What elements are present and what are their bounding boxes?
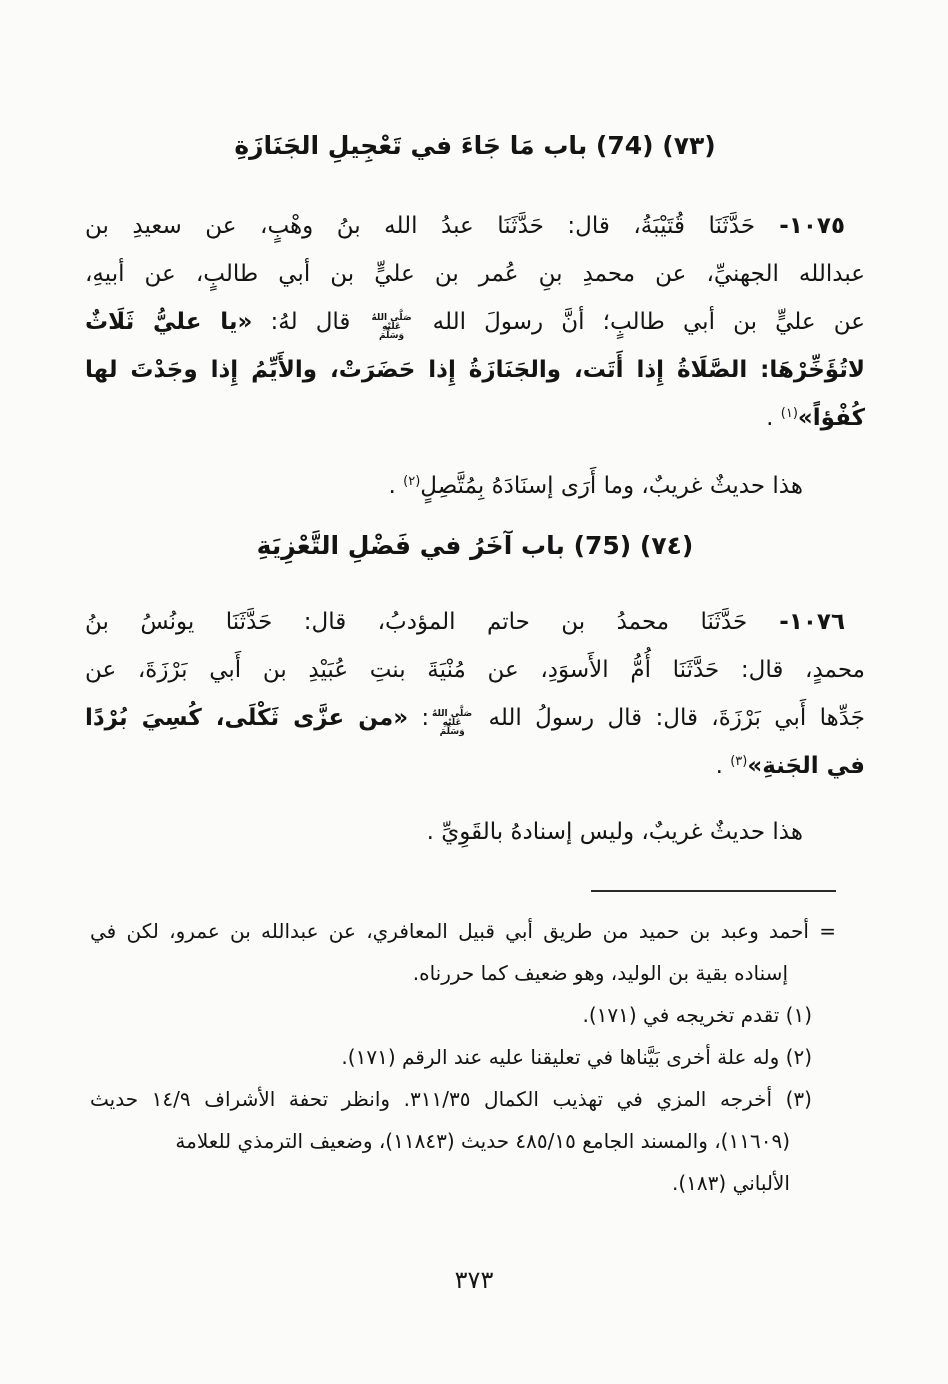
- footnotes-block: [90, 910, 836, 1204]
- text-line: [85, 694, 865, 742]
- footnote-separator: [90, 890, 836, 892]
- body-text: وله علة أخرى بَيَّناها في تعليقنا عليه عند الرقم (١٧١).: [341, 1045, 780, 1069]
- body-text: .: [388, 473, 404, 499]
- text-line: [85, 598, 865, 646]
- body-text: .: [766, 405, 781, 431]
- footnote-line: [90, 994, 836, 1036]
- body-text: (١): [779, 1003, 812, 1027]
- emphasized-text: «يا عليُّ ثَلَاثٌ: [85, 309, 253, 335]
- seal-line: عَلَيْهِ وَسَلَّمَ: [378, 322, 405, 341]
- chapter-74-heading: [85, 520, 865, 572]
- body-text: عن عليٍّ بن أبي طالبٍ؛ أنَّ رسولَ الله: [414, 309, 865, 335]
- body-text: (٣): [772, 1087, 812, 1111]
- text-line: [85, 202, 865, 250]
- emphasized-text: «من عزَّى ثَكْلَى، كُسِيَ بُرْدًا: [85, 705, 409, 731]
- body-text: جَدِّها أَبي بَرْزَةَ، قال: قال رسولُ الله: [475, 705, 865, 731]
- text-line: [85, 250, 865, 298]
- body-text: هذا حديثٌ غريبٌ، وليس إسنادهُ بالقَوِيِّ .: [426, 819, 803, 845]
- chapter-73-heading: [85, 120, 865, 172]
- text-line: [85, 808, 865, 856]
- footnote-ref: (١): [780, 406, 798, 421]
- emphasized-text: ١٠٧٦-: [747, 609, 845, 635]
- body-text: أحمد وعبد بن حميد من طريق أبي قبيل المعافري، عن عبدالله بن عمرو، لكن في: [90, 919, 809, 943]
- body-text: عبدالله الجهنيِّ، عن محمدِ بنِ عُمر بن عليٍّ بن أبي طالبٍ، عن أبيهِ،: [85, 261, 865, 287]
- footnote-separator-line: [591, 890, 836, 892]
- body-text: حَدَّثَنَا قُتَيْبَةُ، قال: حَدَّثَنَا عبدُ الله بنُ وهْبٍ، عن سعيدِ بن: [85, 213, 756, 239]
- emphasized-text: ١٠٧٥-: [755, 213, 845, 239]
- text-line: [85, 120, 865, 172]
- body-text: محمدٍ، قال: حَدَّثَنَا أُمُّ الأَسوَدِ، عن مُنْيَةَ بنتِ عُبَيْدِ بن أَبي بَرْزَةَ، عن: [85, 657, 865, 683]
- text-block: [85, 0, 865, 856]
- hadith-1076: [85, 598, 865, 790]
- body-text: أخرجه المزي في تهذيب الكمال ٣١١/٣٥. وانظر تحفة الأشراف ١٤/٩ حديث: [90, 1087, 773, 1111]
- text-line: [85, 646, 865, 694]
- seal-line: صَلَّى اللهُ: [432, 709, 473, 719]
- body-text: (٢): [779, 1045, 812, 1069]
- body-text: هذا حديثٌ غريبٌ، وما أَرَى إسنَادَهُ بِمُتَّصِلٍ: [420, 473, 803, 499]
- body-text: الألباني (١٨٣).: [672, 1171, 790, 1195]
- emphasized-text: لاتُؤَخِّرْهَا: الصَّلَاةُ إِذا أَتَت، والجَنَازَةُ إِذا حَضَرَتْ، والأَيِّمُ إِذا وجَدْتَ لها: [85, 357, 865, 383]
- footnote-line: [90, 1162, 836, 1204]
- body-text: =: [808, 919, 836, 943]
- grading-1075: [85, 462, 865, 510]
- emphasized-text: في الجَنةِ»: [747, 753, 865, 779]
- footnote-line: [90, 1078, 836, 1120]
- footnote-line: [90, 1120, 836, 1162]
- hadith-1075: [85, 202, 865, 442]
- salla-alayhi-wasallam-seal: [429, 710, 475, 737]
- text-line: [85, 742, 865, 790]
- footnote-ref: (٣): [730, 754, 748, 769]
- body-text: تقدم تخريجه في (١٧١).: [582, 1003, 780, 1027]
- grading-1076: [85, 808, 865, 856]
- salla-alayhi-wasallam-seal: [369, 314, 415, 341]
- body-text: .: [715, 753, 731, 779]
- seal-line: عَلَيْهِ وَسَلَّمَ: [439, 718, 465, 737]
- body-text: قال لهُ:: [252, 309, 369, 335]
- page-number: ٣٧٣: [454, 1266, 494, 1294]
- text-line: [85, 520, 865, 572]
- body-text: :: [408, 705, 430, 731]
- footnote-line: [90, 952, 836, 994]
- seal-line: صَلَّى اللهُ: [371, 313, 412, 323]
- text-line: [85, 298, 865, 346]
- body-text: (١١٦٠٩)، والمسند الجامع ٤٨٥/١٥ حديث (١١٨٤٣)، وضعيف الترمذي للعلامة: [175, 1129, 790, 1153]
- body-text: حَدَّثَنَا محمدُ بن حاتم المؤدبُ، قال: حَدَّثَنَا يونُسُ بنُ: [85, 609, 748, 635]
- text-line: [85, 346, 865, 394]
- text-line: [85, 394, 865, 442]
- body-text: إسناده بقية بن الوليد، وهو ضعيف كما حررناه.: [412, 961, 788, 985]
- emphasized-text: كُفْؤاً»: [797, 405, 865, 431]
- body-text: (٧٤) (75) باب آخَرُ في فَضْلِ التَّعْزِيَةِ: [256, 531, 694, 560]
- footnote-line: [90, 910, 836, 952]
- text-line: [85, 462, 865, 510]
- body-text: (٧٣) (74) باب مَا جَاءَ في تَعْجِيلِ الجَنَازَةِ: [234, 131, 716, 160]
- footnote-line: [90, 1036, 836, 1078]
- footnote-ref: (٢): [403, 474, 421, 489]
